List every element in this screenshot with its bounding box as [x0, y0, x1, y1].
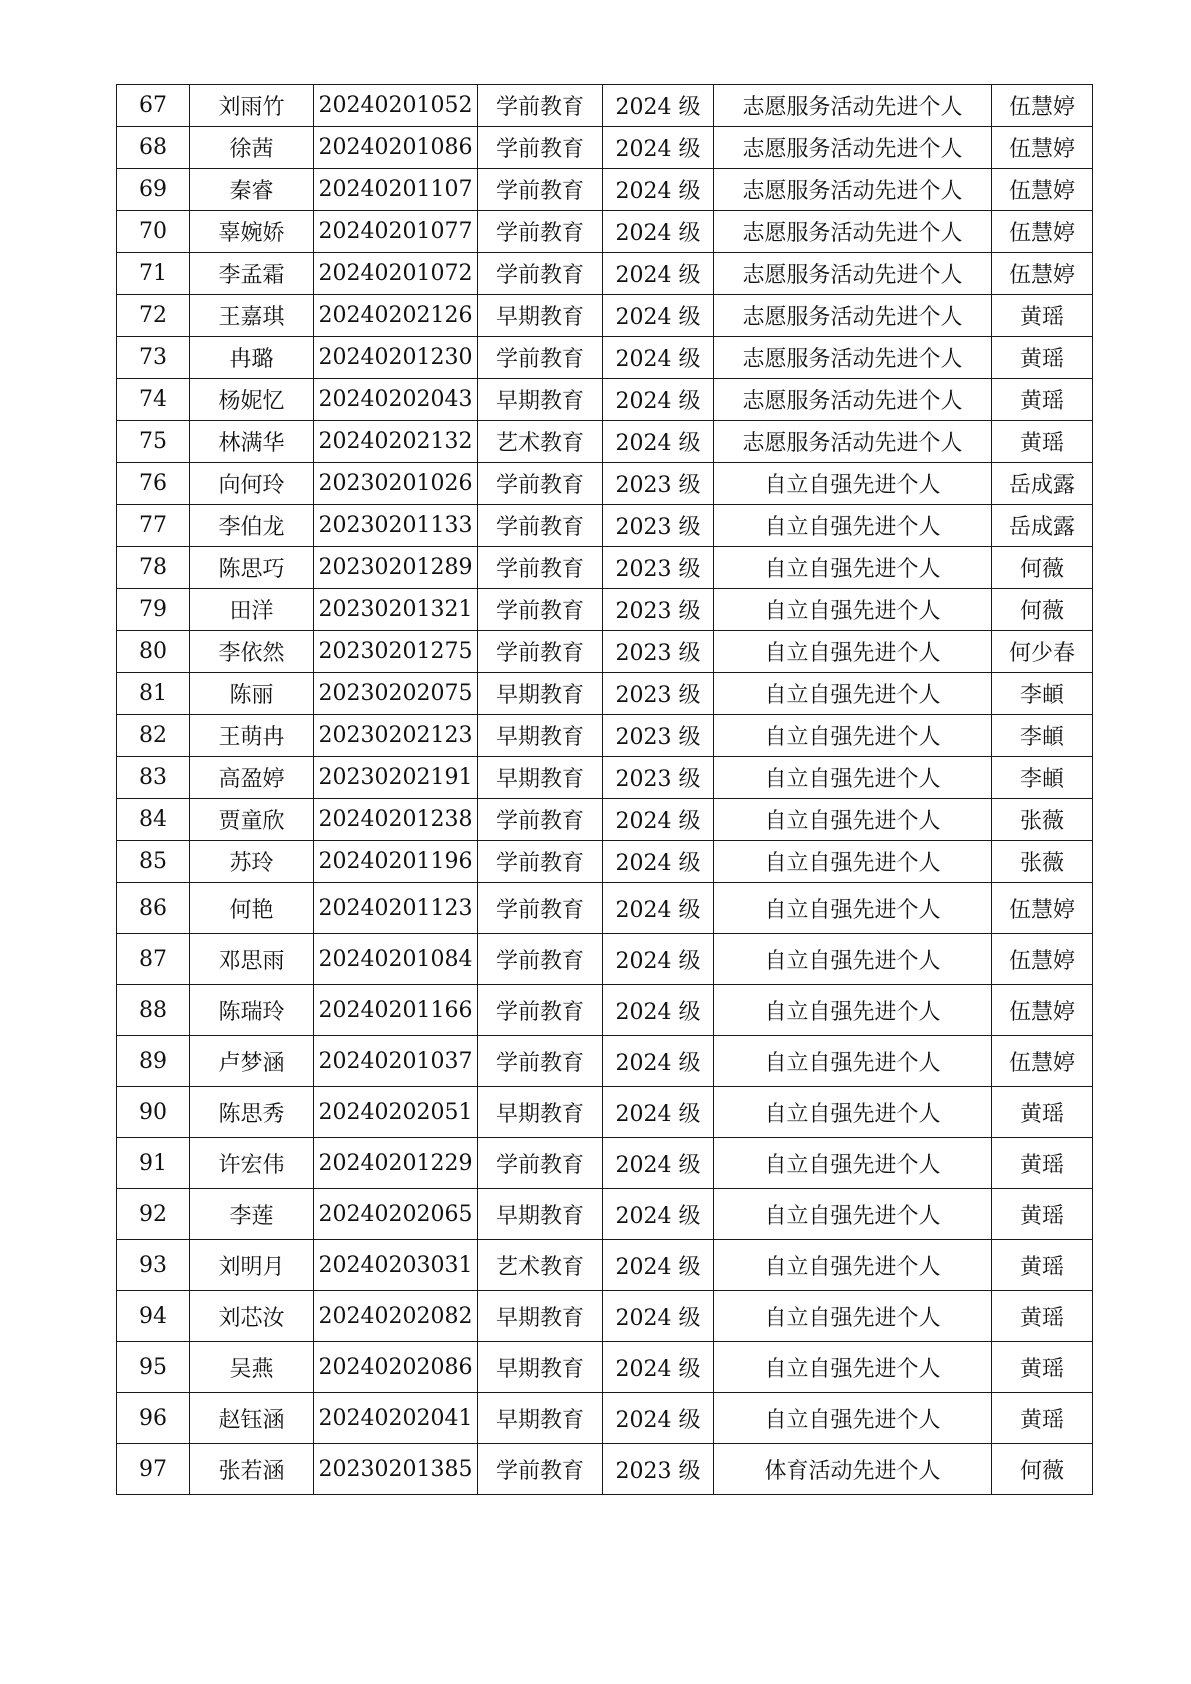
award-title-cell: 自立自强先进个人 [714, 673, 992, 715]
student-name-cell: 贾童欣 [190, 799, 314, 841]
award-roster-table [116, 84, 1093, 1495]
award-title-cell: 自立自强先进个人 [714, 1393, 992, 1444]
award-title-cell: 志愿服务活动先进个人 [714, 169, 992, 211]
row-number-cell: 69 [117, 169, 190, 211]
advisor-cell: 伍慧婷 [992, 127, 1093, 169]
row-number-cell: 78 [117, 547, 190, 589]
grade-cell: 2024 级 [603, 985, 714, 1036]
student-id-cell: 20240201086 [314, 127, 478, 169]
student-id-cell: 20230201275 [314, 631, 478, 673]
student-name-cell: 王嘉琪 [190, 295, 314, 337]
row-number-cell: 71 [117, 253, 190, 295]
grade-cell: 2024 级 [603, 1240, 714, 1291]
student-name-cell: 赵钰涵 [190, 1393, 314, 1444]
student-id-cell: 20240201196 [314, 841, 478, 883]
table-row [117, 1393, 1093, 1444]
table-row [117, 1240, 1093, 1291]
advisor-cell: 张薇 [992, 841, 1093, 883]
advisor-cell: 黄瑶 [992, 337, 1093, 379]
row-number-cell: 72 [117, 295, 190, 337]
grade-cell: 2023 级 [603, 547, 714, 589]
advisor-cell: 黄瑶 [992, 1342, 1093, 1393]
student-id-cell: 20230201026 [314, 463, 478, 505]
student-name-cell: 徐茜 [190, 127, 314, 169]
grade-cell: 2023 级 [603, 1444, 714, 1495]
grade-cell: 2023 级 [603, 505, 714, 547]
major-cell: 学前教育 [478, 934, 603, 985]
student-name-cell: 何艳 [190, 883, 314, 934]
student-id-cell: 20240201037 [314, 1036, 478, 1087]
student-name-cell: 秦睿 [190, 169, 314, 211]
advisor-cell: 伍慧婷 [992, 211, 1093, 253]
award-title-cell: 志愿服务活动先进个人 [714, 253, 992, 295]
student-name-cell: 冉璐 [190, 337, 314, 379]
advisor-cell: 张薇 [992, 799, 1093, 841]
advisor-cell: 黄瑶 [992, 421, 1093, 463]
advisor-cell: 伍慧婷 [992, 934, 1093, 985]
table-row [117, 253, 1093, 295]
advisor-cell: 岳成露 [992, 463, 1093, 505]
award-title-cell: 自立自强先进个人 [714, 1087, 992, 1138]
advisor-cell: 黄瑶 [992, 1240, 1093, 1291]
student-name-cell: 刘雨竹 [190, 85, 314, 127]
award-title-cell: 自立自强先进个人 [714, 547, 992, 589]
grade-cell: 2024 级 [603, 253, 714, 295]
grade-cell: 2023 级 [603, 757, 714, 799]
major-cell: 艺术教育 [478, 421, 603, 463]
grade-cell: 2023 级 [603, 715, 714, 757]
student-id-cell: 20230202123 [314, 715, 478, 757]
student-id-cell: 20240201052 [314, 85, 478, 127]
major-cell: 早期教育 [478, 757, 603, 799]
major-cell: 早期教育 [478, 673, 603, 715]
student-id-cell: 20230202075 [314, 673, 478, 715]
student-id-cell: 20240202082 [314, 1291, 478, 1342]
student-name-cell: 陈思巧 [190, 547, 314, 589]
award-title-cell: 自立自强先进个人 [714, 631, 992, 673]
row-number-cell: 81 [117, 673, 190, 715]
award-title-cell: 志愿服务活动先进个人 [714, 337, 992, 379]
award-title-cell: 自立自强先进个人 [714, 1291, 992, 1342]
student-id-cell: 20240201107 [314, 169, 478, 211]
table-row [117, 673, 1093, 715]
row-number-cell: 82 [117, 715, 190, 757]
row-number-cell: 75 [117, 421, 190, 463]
row-number-cell: 80 [117, 631, 190, 673]
award-title-cell: 自立自强先进个人 [714, 883, 992, 934]
award-title-cell: 体育活动先进个人 [714, 1444, 992, 1495]
major-cell: 学前教育 [478, 985, 603, 1036]
row-number-cell: 90 [117, 1087, 190, 1138]
advisor-cell: 李頔 [992, 757, 1093, 799]
row-number-cell: 94 [117, 1291, 190, 1342]
student-id-cell: 20240202065 [314, 1189, 478, 1240]
table-row [117, 841, 1093, 883]
row-number-cell: 92 [117, 1189, 190, 1240]
student-name-cell: 卢梦涵 [190, 1036, 314, 1087]
advisor-cell: 黄瑶 [992, 1087, 1093, 1138]
award-title-cell: 自立自强先进个人 [714, 1189, 992, 1240]
major-cell: 学前教育 [478, 169, 603, 211]
grade-cell: 2024 级 [603, 379, 714, 421]
student-id-cell: 20230201289 [314, 547, 478, 589]
award-title-cell: 自立自强先进个人 [714, 934, 992, 985]
advisor-cell: 黄瑶 [992, 295, 1093, 337]
table-row [117, 295, 1093, 337]
award-title-cell: 自立自强先进个人 [714, 589, 992, 631]
table-row [117, 505, 1093, 547]
advisor-cell: 黄瑶 [992, 1189, 1093, 1240]
student-name-cell: 吴燕 [190, 1342, 314, 1393]
major-cell: 学前教育 [478, 799, 603, 841]
student-name-cell: 高盈婷 [190, 757, 314, 799]
student-id-cell: 20240202132 [314, 421, 478, 463]
major-cell: 早期教育 [478, 379, 603, 421]
major-cell: 艺术教育 [478, 1240, 603, 1291]
advisor-cell: 伍慧婷 [992, 883, 1093, 934]
table-row [117, 379, 1093, 421]
row-number-cell: 83 [117, 757, 190, 799]
grade-cell: 2024 级 [603, 211, 714, 253]
table-row [117, 1138, 1093, 1189]
student-name-cell: 李依然 [190, 631, 314, 673]
award-title-cell: 自立自强先进个人 [714, 985, 992, 1036]
award-title-cell: 志愿服务活动先进个人 [714, 379, 992, 421]
grade-cell: 2023 级 [603, 463, 714, 505]
major-cell: 学前教育 [478, 337, 603, 379]
award-title-cell: 自立自强先进个人 [714, 757, 992, 799]
major-cell: 学前教育 [478, 589, 603, 631]
row-number-cell: 86 [117, 883, 190, 934]
major-cell: 学前教育 [478, 841, 603, 883]
row-number-cell: 70 [117, 211, 190, 253]
student-name-cell: 刘芯汝 [190, 1291, 314, 1342]
row-number-cell: 91 [117, 1138, 190, 1189]
student-name-cell: 杨妮忆 [190, 379, 314, 421]
student-name-cell: 陈丽 [190, 673, 314, 715]
student-name-cell: 向何玲 [190, 463, 314, 505]
student-name-cell: 邓思雨 [190, 934, 314, 985]
major-cell: 学前教育 [478, 1036, 603, 1087]
award-title-cell: 自立自强先进个人 [714, 1036, 992, 1087]
student-id-cell: 20230201133 [314, 505, 478, 547]
student-id-cell: 20240201084 [314, 934, 478, 985]
table-row [117, 211, 1093, 253]
grade-cell: 2024 级 [603, 883, 714, 934]
grade-cell: 2024 级 [603, 1087, 714, 1138]
advisor-cell: 伍慧婷 [992, 253, 1093, 295]
major-cell: 学前教育 [478, 505, 603, 547]
grade-cell: 2024 级 [603, 337, 714, 379]
table-row [117, 715, 1093, 757]
advisor-cell: 黄瑶 [992, 1393, 1093, 1444]
award-title-cell: 自立自强先进个人 [714, 505, 992, 547]
table-row [117, 463, 1093, 505]
student-id-cell: 20240201072 [314, 253, 478, 295]
row-number-cell: 93 [117, 1240, 190, 1291]
table-row [117, 421, 1093, 463]
major-cell: 早期教育 [478, 715, 603, 757]
award-title-cell: 自立自强先进个人 [714, 463, 992, 505]
major-cell: 学前教育 [478, 883, 603, 934]
student-name-cell: 陈瑞玲 [190, 985, 314, 1036]
student-name-cell: 李莲 [190, 1189, 314, 1240]
row-number-cell: 96 [117, 1393, 190, 1444]
row-number-cell: 76 [117, 463, 190, 505]
major-cell: 学前教育 [478, 127, 603, 169]
grade-cell: 2024 级 [603, 85, 714, 127]
table-row [117, 169, 1093, 211]
grade-cell: 2024 级 [603, 1138, 714, 1189]
student-id-cell: 20240202086 [314, 1342, 478, 1393]
grade-cell: 2023 级 [603, 673, 714, 715]
table-row [117, 631, 1093, 673]
advisor-cell: 黄瑶 [992, 379, 1093, 421]
table-row [117, 547, 1093, 589]
grade-cell: 2023 级 [603, 589, 714, 631]
grade-cell: 2024 级 [603, 1189, 714, 1240]
student-name-cell: 王萌冉 [190, 715, 314, 757]
row-number-cell: 67 [117, 85, 190, 127]
award-title-cell: 志愿服务活动先进个人 [714, 295, 992, 337]
table-row [117, 934, 1093, 985]
award-title-cell: 自立自强先进个人 [714, 1240, 992, 1291]
student-id-cell: 20240202051 [314, 1087, 478, 1138]
table-row [117, 85, 1093, 127]
table-row [117, 799, 1093, 841]
student-id-cell: 20240201238 [314, 799, 478, 841]
advisor-cell: 李頔 [992, 673, 1093, 715]
table-row [117, 337, 1093, 379]
row-number-cell: 77 [117, 505, 190, 547]
major-cell: 学前教育 [478, 1138, 603, 1189]
row-number-cell: 68 [117, 127, 190, 169]
advisor-cell: 黄瑶 [992, 1291, 1093, 1342]
table-row [117, 1342, 1093, 1393]
award-title-cell: 自立自强先进个人 [714, 841, 992, 883]
award-title-cell: 自立自强先进个人 [714, 799, 992, 841]
table-row [117, 1291, 1093, 1342]
student-id-cell: 20240201230 [314, 337, 478, 379]
student-name-cell: 田洋 [190, 589, 314, 631]
major-cell: 学前教育 [478, 211, 603, 253]
student-name-cell: 许宏伟 [190, 1138, 314, 1189]
award-title-cell: 志愿服务活动先进个人 [714, 127, 992, 169]
row-number-cell: 87 [117, 934, 190, 985]
student-id-cell: 20240201077 [314, 211, 478, 253]
advisor-cell: 何少春 [992, 631, 1093, 673]
award-title-cell: 自立自强先进个人 [714, 715, 992, 757]
grade-cell: 2024 级 [603, 934, 714, 985]
student-name-cell: 辜婉娇 [190, 211, 314, 253]
table-row [117, 883, 1093, 934]
student-id-cell: 20240201123 [314, 883, 478, 934]
student-id-cell: 20240203031 [314, 1240, 478, 1291]
advisor-cell: 岳成露 [992, 505, 1093, 547]
row-number-cell: 95 [117, 1342, 190, 1393]
row-number-cell: 85 [117, 841, 190, 883]
row-number-cell: 79 [117, 589, 190, 631]
advisor-cell: 何薇 [992, 589, 1093, 631]
major-cell: 早期教育 [478, 1342, 603, 1393]
major-cell: 早期教育 [478, 295, 603, 337]
award-title-cell: 志愿服务活动先进个人 [714, 85, 992, 127]
table-row [117, 757, 1093, 799]
advisor-cell: 伍慧婷 [992, 169, 1093, 211]
major-cell: 学前教育 [478, 85, 603, 127]
grade-cell: 2024 级 [603, 1036, 714, 1087]
row-number-cell: 97 [117, 1444, 190, 1495]
student-name-cell: 刘明月 [190, 1240, 314, 1291]
major-cell: 学前教育 [478, 547, 603, 589]
student-name-cell: 林满华 [190, 421, 314, 463]
grade-cell: 2023 级 [603, 631, 714, 673]
grade-cell: 2024 级 [603, 841, 714, 883]
major-cell: 学前教育 [478, 631, 603, 673]
table-row [117, 985, 1093, 1036]
grade-cell: 2024 级 [603, 1393, 714, 1444]
grade-cell: 2024 级 [603, 1342, 714, 1393]
student-name-cell: 李孟霜 [190, 253, 314, 295]
table-row [117, 1189, 1093, 1240]
roster-body [117, 85, 1093, 1495]
student-id-cell: 20240202041 [314, 1393, 478, 1444]
table-row [117, 127, 1093, 169]
advisor-cell: 李頔 [992, 715, 1093, 757]
student-id-cell: 20230202191 [314, 757, 478, 799]
major-cell: 学前教育 [478, 253, 603, 295]
student-name-cell: 李伯龙 [190, 505, 314, 547]
table-row [117, 1087, 1093, 1138]
advisor-cell: 伍慧婷 [992, 985, 1093, 1036]
major-cell: 学前教育 [478, 463, 603, 505]
award-title-cell: 志愿服务活动先进个人 [714, 211, 992, 253]
row-number-cell: 88 [117, 985, 190, 1036]
row-number-cell: 73 [117, 337, 190, 379]
table-row [117, 1444, 1093, 1495]
student-id-cell: 20240201166 [314, 985, 478, 1036]
grade-cell: 2024 级 [603, 421, 714, 463]
student-name-cell: 苏玲 [190, 841, 314, 883]
major-cell: 学前教育 [478, 1444, 603, 1495]
award-title-cell: 自立自强先进个人 [714, 1138, 992, 1189]
advisor-cell: 黄瑶 [992, 1138, 1093, 1189]
student-name-cell: 张若涵 [190, 1444, 314, 1495]
table-row [117, 589, 1093, 631]
row-number-cell: 74 [117, 379, 190, 421]
student-id-cell: 20240202126 [314, 295, 478, 337]
row-number-cell: 89 [117, 1036, 190, 1087]
student-id-cell: 20230201385 [314, 1444, 478, 1495]
advisor-cell: 何薇 [992, 1444, 1093, 1495]
major-cell: 早期教育 [478, 1189, 603, 1240]
major-cell: 早期教育 [478, 1291, 603, 1342]
student-id-cell: 20240202043 [314, 379, 478, 421]
advisor-cell: 伍慧婷 [992, 1036, 1093, 1087]
major-cell: 早期教育 [478, 1393, 603, 1444]
grade-cell: 2024 级 [603, 1291, 714, 1342]
major-cell: 早期教育 [478, 1087, 603, 1138]
grade-cell: 2024 级 [603, 127, 714, 169]
award-title-cell: 志愿服务活动先进个人 [714, 421, 992, 463]
row-number-cell: 84 [117, 799, 190, 841]
advisor-cell: 何薇 [992, 547, 1093, 589]
table-row [117, 1036, 1093, 1087]
advisor-cell: 伍慧婷 [992, 85, 1093, 127]
grade-cell: 2024 级 [603, 169, 714, 211]
grade-cell: 2024 级 [603, 799, 714, 841]
grade-cell: 2024 级 [603, 295, 714, 337]
student-name-cell: 陈思秀 [190, 1087, 314, 1138]
student-id-cell: 20240201229 [314, 1138, 478, 1189]
award-title-cell: 自立自强先进个人 [714, 1342, 992, 1393]
student-id-cell: 20230201321 [314, 589, 478, 631]
